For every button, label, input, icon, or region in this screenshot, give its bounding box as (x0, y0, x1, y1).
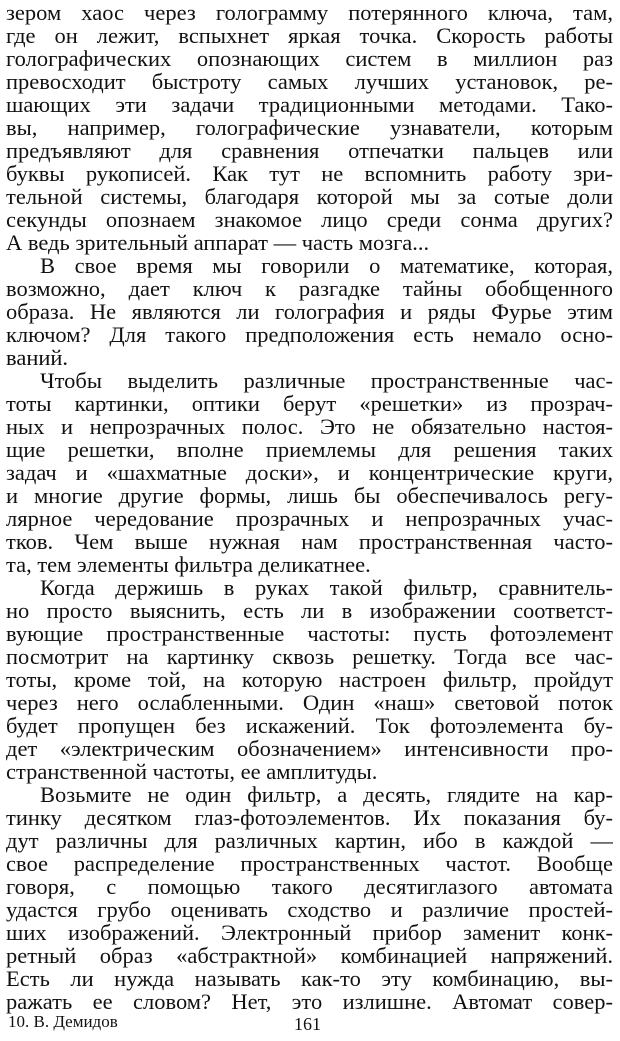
text-line: ных и непрозрачных полос. Это не обязательно настоя- (6, 414, 613, 439)
text-line: тоты, кроме той, на которую настроен фильтр, пройдут (6, 667, 613, 692)
text-line: тинку десятком глаз-фотоэлементов. Их показания бу- (6, 805, 613, 830)
text-line: Чтобы выделить различные пространственные час- (40, 368, 613, 393)
text-line: вы, например, голографические узнаватели, которым (6, 115, 613, 140)
text-line: лярное чередование прозрачных и непрозрачных учас- (6, 506, 613, 531)
text-line: через него ослабленными. Один «наш» световой поток (6, 690, 613, 715)
text-line: ваний. (6, 345, 69, 370)
text-line: дет «электрическим обозначением» интенсивности про- (6, 736, 613, 761)
text-line: секунды опознаем знакомое лицо среди сонма других? (6, 207, 613, 232)
text-line: та, тем элементы фильтра деликатнее. (6, 552, 371, 577)
text-line: зером хаос через голограмму потерянного ключа, там, (6, 0, 613, 25)
text-line: буквы рукописей. Как тут не вспомнить работу зри- (6, 161, 613, 186)
text-line: говоря, с помощью такого десятиглазого автомата (6, 874, 613, 899)
text-line: будет пропущен без искажений. Ток фотоэлемента бу- (6, 713, 613, 738)
text-line: удастся грубо оценивать сходство и различие простей- (6, 897, 613, 922)
printer-signature: 10. В. Демидов (8, 1012, 118, 1031)
text-line: голографических опознающих систем в миллион раз (6, 46, 613, 71)
text-line: возможно, дает ключ к разгадке тайны обобщенного (6, 276, 613, 301)
text-line: Когда держишь в руках такой фильтр, сравнитель- (40, 575, 613, 600)
text-line: вующие пространственные частоты: пусть фотоэлемент (6, 621, 613, 646)
text-line: дут различны для различных картин, ибо в каждой — (6, 828, 613, 853)
page-number: 161 (294, 1014, 321, 1034)
text-line: В свое время мы говорили о математике, которая, (40, 253, 613, 278)
text-line: Есть ли нужда называть как-то эту комбинацию, вы- (6, 966, 613, 991)
text-line: но просто выяснить, есть ли в изображении соответст- (6, 598, 613, 623)
text-line: образа. Не являются ли голография и ряды Фурье этим (6, 299, 613, 324)
text-line: странственной частоты, ее амплитуды. (6, 759, 378, 784)
text-line: тельной системы, благодаря которой мы за сотые доли (6, 184, 613, 209)
text-line: где он лежит, вспыхнет яркая точка. Скорость работы (6, 23, 613, 48)
text-line: посмотрит на картинку сквозь решетку. Тогда все час- (6, 644, 613, 669)
text-line: ключом? Для такого предположения есть немало осно- (6, 322, 613, 347)
text-line: Возьмите не один фильтр, а десять, глядите на кар- (40, 782, 613, 807)
text-line: ших изображений. Электронный прибор заменит конк- (6, 920, 613, 945)
text-line: задач и «шахматные доски», и концентрические круги, (6, 460, 613, 485)
text-line: предъявляют для сравнения отпечатки пальцев или (6, 138, 613, 163)
text-line: шающих эти задачи традиционными методами. Тако- (6, 92, 613, 117)
text-line: и многие другие формы, лишь бы обеспечивалось регу- (6, 483, 613, 508)
text-line: А ведь зрительный аппарат — часть мозга... (6, 230, 430, 255)
text-line: ретный образ «абстрактной» комбинацией напряжений. (6, 943, 613, 968)
text-line: тков. Чем выше нужная нам пространственная часто- (6, 529, 613, 554)
text-line: тоты картинки, оптики берут «решетки» из прозрач- (6, 391, 613, 416)
text-line: превосходит быстроту самых лучших установок, ре- (6, 69, 613, 94)
text-line: свое распределение пространственных частот. Вообще (6, 851, 613, 876)
text-line: щие решетки, вполне приемлемы для решения таких (6, 437, 613, 462)
text-line: ражать ее словом? Нет, это излишне. Автомат совер- (6, 989, 613, 1014)
